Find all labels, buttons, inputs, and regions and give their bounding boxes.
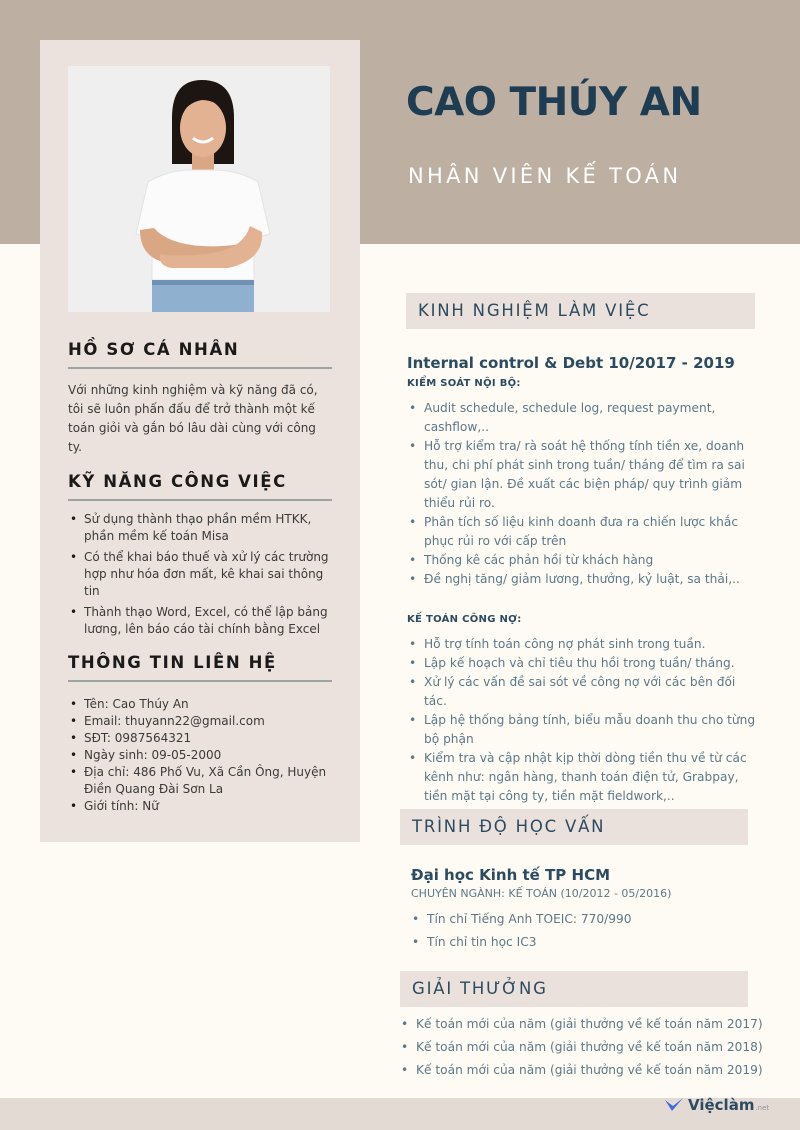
list-item: • Lập hệ thống bảng tính, biểu mẫu doanh thu cho từng bộ phận xyxy=(408,711,758,749)
education-list xyxy=(411,910,751,952)
debt-accounting-subheading: KẾ TOÁN CÔNG NỢ: xyxy=(407,614,522,625)
experience-heading: KINH NGHIỆM LÀM VIỆC xyxy=(418,301,651,320)
list-item: • Địa chỉ: 486 Phố Vu, Xã Cần Ông, Huyện Điền Quang Đài Sơn La xyxy=(68,764,332,798)
list-item: • Hỗ trợ kiểm tra/ rà soát hệ thống tính tiền xe, doanh thu, chi phí phát sinh trong tuần/ tháng để tìm ra sai sót/ gian lận. Đề xuất các biện pháp/ quy trình giảm thiểu rủi ro. xyxy=(408,437,758,513)
list-item: • Tín chỉ tin học IC3 xyxy=(411,933,751,952)
list-item: • Có thể khai báo thuế và xử lý các trường hợp như hóa đơn mất, kê khai sai thông tin xyxy=(68,549,332,600)
contact-list xyxy=(68,696,332,815)
job-title: Internal control & Debt 10/2017 - 2019 xyxy=(407,354,735,372)
awards-heading-bar xyxy=(400,971,748,1007)
candidate-role: NHÂN VIÊN KẾ TOÁN xyxy=(408,164,682,188)
contact-divider xyxy=(68,680,332,682)
person-illustration xyxy=(68,66,330,312)
profile-text: Với những kinh nghiệm và kỹ năng đã có, tôi sẽ luôn phấn đấu để trở thành một kế toán giỏi và gắn bó lâu dài cùng với công ty. xyxy=(68,383,318,454)
list-item: • Kiểm tra và cập nhật kịp thời dòng tiền thu về từ các kênh như: ngân hàng, thanh toán điện tử, Grabpay, tiền mặt tại công ty, tiền mặt fieldwork,.. xyxy=(408,749,758,806)
brand-logo[interactable] xyxy=(664,1096,769,1114)
checkmark-icon xyxy=(664,1097,684,1113)
debt-accounting-list xyxy=(408,635,758,806)
contact-heading: THÔNG TIN LIÊN HỆ xyxy=(68,653,277,672)
list-item: • Sử dụng thành thạo phần mềm HTKK, phần mềm kế toán Misa xyxy=(68,511,332,545)
list-item: • SĐT: 0987564321 xyxy=(68,730,332,747)
list-item: • Audit schedule, schedule log, request payment, cashflow,.. xyxy=(408,399,758,437)
skills-divider xyxy=(68,499,332,501)
list-item: • Kế toán mới của năm (giải thưởng về kế toán năm 2018) xyxy=(400,1038,780,1057)
awards-list xyxy=(400,1015,780,1080)
list-item: • Đề nghị tăng/ giảm lương, thưởng, kỷ luật, sa thải,.. xyxy=(408,570,758,589)
major-text: CHUYÊN NGÀNH: KẾ TOÁN (10/2012 - 05/2016) xyxy=(411,887,672,900)
skills-list xyxy=(68,511,332,638)
profile-heading: HỒ SƠ CÁ NHÂN xyxy=(68,340,240,359)
list-item: • Hỗ trợ tính toán công nợ phát sinh trong tuần. xyxy=(408,635,758,654)
list-item: • Phân tích số liệu kinh doanh đưa ra chiến lược khắc phục rủi ro với cấp trên xyxy=(408,513,758,551)
skills-section xyxy=(68,472,332,642)
experience-heading-bar xyxy=(406,293,755,329)
list-item: • Email: thuyann22@gmail.com xyxy=(68,713,332,730)
skills-heading: KỸ NĂNG CÔNG VIỆC xyxy=(68,472,287,491)
education-heading: TRÌNH ĐỘ HỌC VẤN xyxy=(412,817,606,836)
list-item: • Kế toán mới của năm (giải thưởng về kế toán năm 2019) xyxy=(400,1061,780,1080)
school-name: Đại học Kinh tế TP HCM xyxy=(411,866,610,884)
list-item: • Tên: Cao Thúy An xyxy=(68,696,332,713)
candidate-name: CAO THÚY AN xyxy=(406,80,702,125)
profile-divider xyxy=(68,367,332,369)
list-item: • Thành thạo Word, Excel, có thể lập bảng lương, lên báo cáo tài chính bằng Excel xyxy=(68,604,332,638)
list-item: • Ngày sinh: 09-05-2000 xyxy=(68,747,332,764)
education-heading-bar xyxy=(400,809,748,845)
list-item: • Xử lý các vấn đề sai sót về công nợ với các bên đối tác. xyxy=(408,673,758,711)
list-item: • Tín chỉ Tiếng Anh TOEIC: 770/990 xyxy=(411,910,751,929)
profile-photo xyxy=(68,66,330,312)
list-item: • Giới tính: Nữ xyxy=(68,798,332,815)
profile-section xyxy=(68,340,332,457)
internal-control-list xyxy=(408,399,758,589)
list-item: • Kế toán mới của năm (giải thưởng về kế toán năm 2017) xyxy=(400,1015,780,1034)
left-sidebar xyxy=(40,40,360,842)
awards-heading: GIẢI THƯỞNG xyxy=(412,979,548,998)
list-item: • Lập kế hoạch và chỉ tiêu thu hồi trong tuần/ tháng. xyxy=(408,654,758,673)
brand-suffix: .net xyxy=(755,1104,770,1112)
brand-name: Việclàm xyxy=(688,1096,755,1114)
list-item: • Thống kê các phản hồi từ khách hàng xyxy=(408,551,758,570)
contact-section xyxy=(68,653,332,815)
internal-control-subheading: KIỂM SOÁT NỘI BỘ: xyxy=(407,378,521,389)
